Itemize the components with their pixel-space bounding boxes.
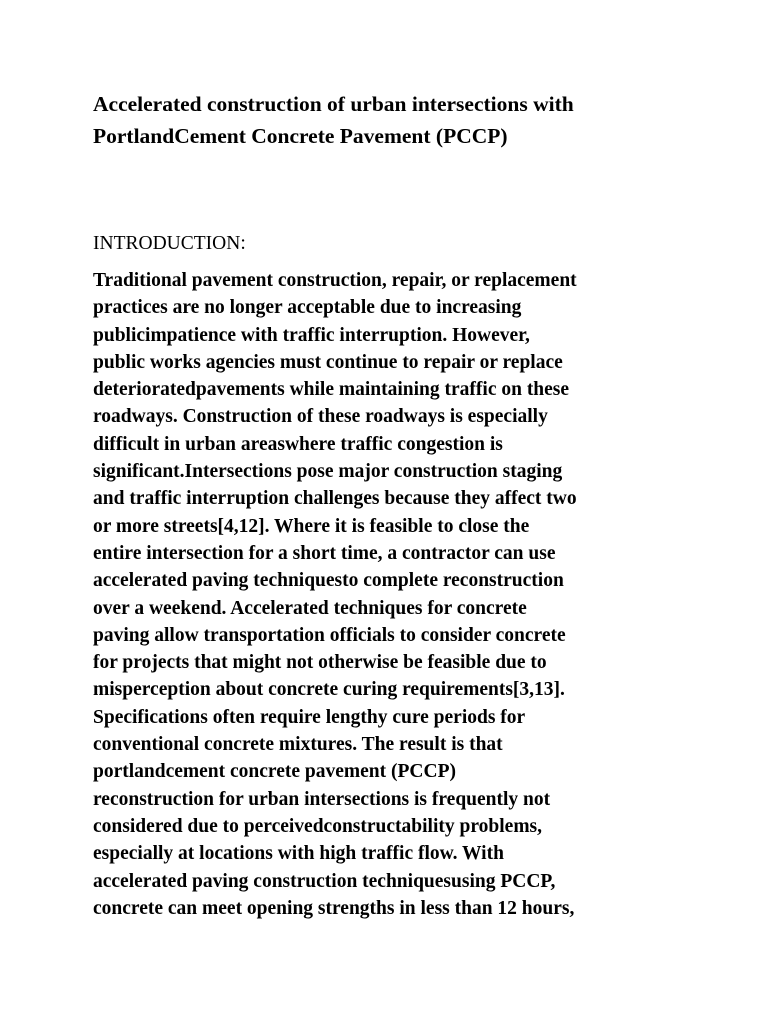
paragraph-line: considered due to perceivedconstructability problems, [93, 815, 543, 837]
paragraph-line: significant.Intersections pose major construction staging [93, 461, 563, 483]
title-line: PortlandCement Concrete Pavement (PCCP) [93, 124, 508, 148]
paragraph-line: or more streets[4,12]. Where it is feasible to close the [93, 515, 530, 537]
paragraph-line: concrete can meet opening strengths in less than 12 hours, [93, 897, 575, 919]
paragraph-line: accelerated paving techniquesto complete reconstruction [93, 570, 564, 592]
title-line: Accelerated construction of urban intersections with [93, 92, 574, 116]
paragraph-line: Specifications often require lengthy cure periods for [93, 706, 526, 728]
paragraph-line: difficult in urban areaswhere traffic congestion is [93, 433, 503, 455]
document-title [93, 88, 713, 152]
paragraph-line: practices are no longer acceptable due to increasing [93, 297, 522, 319]
section-heading-introduction: INTRODUCTION: [93, 233, 246, 254]
paragraph-line: portlandcement concrete pavement (PCCP) [93, 761, 456, 783]
paragraph-line: and traffic interruption challenges because they affect two [93, 488, 577, 510]
paragraph-line: over a weekend. Accelerated techniques for concrete [93, 597, 527, 619]
paragraph-line: publicimpatience with traffic interruption. However, [93, 324, 530, 346]
paragraph-line: paving allow transportation officials to consider concrete [93, 624, 566, 646]
paragraph-line: accelerated paving construction techniquesusing PCCP, [93, 870, 556, 892]
paragraph-line: deterioratedpavements while maintaining traffic on these [93, 379, 570, 401]
paragraph-line: roadways. Construction of these roadways is especially [93, 406, 548, 428]
paragraph-line: reconstruction for urban intersections is frequently not [93, 788, 551, 810]
paragraph-line: especially at locations with high traffic flow. With [93, 843, 504, 865]
paragraph-line: entire intersection for a short time, a contractor can use [93, 542, 556, 564]
paragraph-line: for projects that might not otherwise be feasible due to [93, 652, 547, 674]
paragraph-line: Traditional pavement construction, repair, or replacement [93, 270, 577, 291]
paragraph-line: conventional concrete mixtures. The result is that [93, 734, 503, 756]
introduction-paragraph [93, 267, 693, 922]
paragraph-line: misperception about concrete curing requirements[3,13]. [93, 679, 565, 701]
paragraph-line: public works agencies must continue to repair or replace [93, 351, 563, 373]
